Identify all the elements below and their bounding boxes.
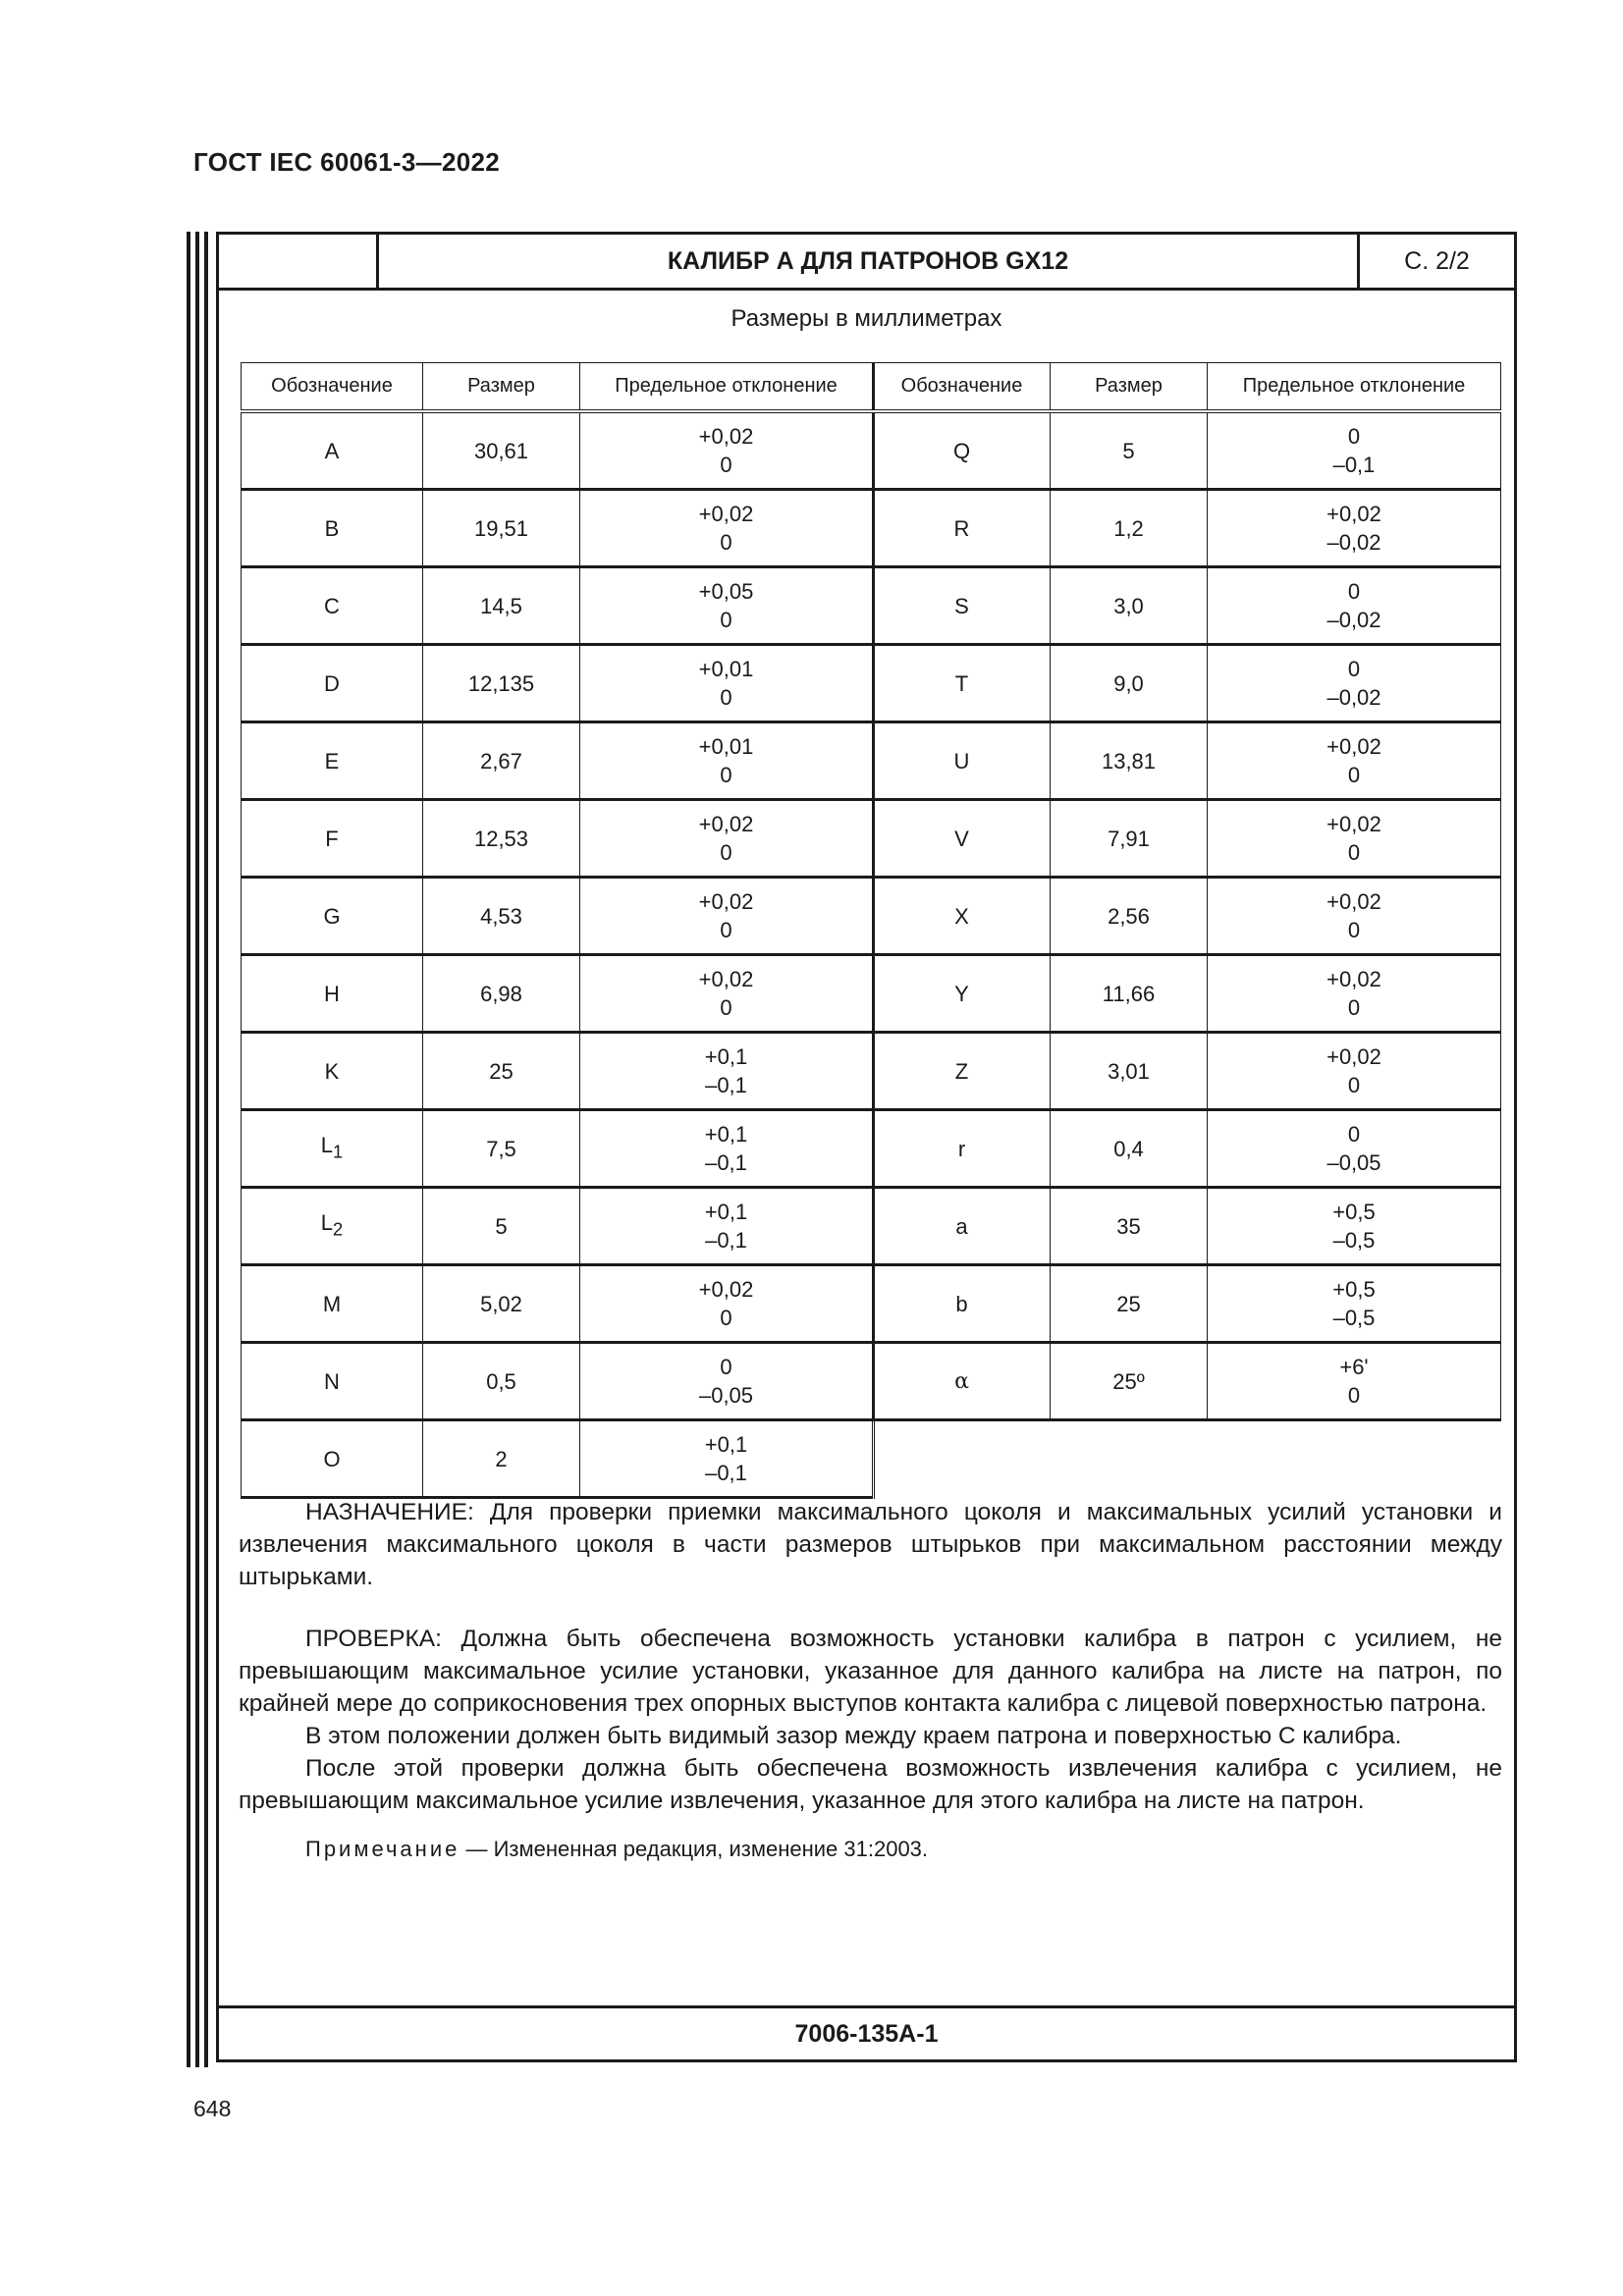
size-cell: 1,2 [1051,490,1208,567]
designation-cell [874,878,1051,955]
designation: L [320,1210,334,1236]
tolerance-upper: +0,02 [698,889,754,914]
table-row [242,800,874,878]
designation: C [324,593,340,618]
table-row [242,722,874,800]
size-cell: 2,56 [1051,878,1208,955]
size-cell: 6,98 [423,955,580,1033]
table-row [874,1343,1501,1420]
size-cell: 3,0 [1051,567,1208,645]
size-cell: 5,02 [423,1265,580,1343]
tolerance-upper: +0,1 [704,1200,748,1224]
tolerance-upper: +0,02 [698,502,754,526]
tolerance-lower: –0,1 [705,1073,747,1097]
tolerance-cell [1208,1110,1501,1188]
designation: E [324,748,340,774]
designation-cell [874,567,1051,645]
tolerance-lower: –0,1 [705,1150,747,1175]
designation-cell [874,800,1051,878]
table-row [874,645,1501,722]
size-cell: 9,0 [1051,645,1208,722]
designation-cell [242,1343,423,1420]
tolerance-cell [1208,878,1501,955]
tolerance-lower: 0 [1347,1073,1361,1097]
tolerance-lower: 0 [1347,1383,1361,1408]
tolerance-upper: +0,02 [698,967,754,991]
table-row [874,411,1501,490]
tolerance-upper: +0,02 [1326,1044,1381,1069]
tolerance-upper: +0,02 [1326,967,1381,991]
tolerance-cell [580,1420,874,1498]
table-row [874,567,1501,645]
tolerance-lower: –0,1 [705,1461,747,1485]
tolerance-lower: –0,02 [1326,608,1381,632]
tolerance-lower: –0,02 [1326,530,1381,555]
size-cell: 3,01 [1051,1033,1208,1110]
tolerance-lower: 0 [720,530,732,555]
tolerance-cell [1208,411,1501,490]
table-row [242,878,874,955]
removal-paragraph: После этой проверки должна быть обеспечена возможность извлечения калибра с усилием, не превышающим максимальное усилие извлечения, указанное для этого калибра на листе на патрон. [239,1755,1502,1814]
tolerance-upper: +0,01 [698,657,754,681]
designation: T [954,670,969,696]
dimensions-table-left [241,362,875,1499]
tolerance-lower: –0,1 [1332,453,1376,477]
tolerance-cell [580,1033,874,1110]
tolerance-cell [1208,722,1501,800]
tolerance-cell [1208,1188,1501,1265]
designation: R [953,515,970,541]
size-cell: 2,67 [423,722,580,800]
tolerance-cell [1208,567,1501,645]
units-caption: Размеры в миллиметрах [730,305,1002,332]
tolerance-lower: –0,5 [1332,1228,1376,1253]
size-cell: 11,66 [1051,955,1208,1033]
tolerance-upper: +0,1 [704,1044,748,1069]
tolerance-cell [1208,955,1501,1033]
size-cell: 12,135 [423,645,580,722]
tolerance-cell [580,1188,874,1265]
designation: D [324,670,340,696]
title-row [219,235,1514,291]
designation: Q [952,438,971,463]
designation: L [320,1133,334,1158]
designation: U [953,748,970,774]
note-text: — Измененная редакция, изменение 31:2003. [460,1837,929,1861]
tolerance-cell [1208,1265,1501,1343]
tolerance-cell [1208,490,1501,567]
size-cell: 13,81 [1051,722,1208,800]
table-row [242,411,874,490]
designation-cell [242,1110,423,1188]
designation: K [324,1058,340,1084]
tolerance-upper: +0,1 [704,1432,748,1457]
designation-cell [874,722,1051,800]
designation-cell [874,645,1051,722]
tolerance-cell [580,490,874,567]
tolerance-lower: 0 [1347,995,1361,1020]
tolerance-upper: +0,02 [698,1277,754,1302]
table-row [874,1188,1501,1265]
designation-subscript: 2 [333,1218,344,1240]
tolerance-lower: –0,5 [1332,1306,1376,1330]
table-row [242,1110,874,1188]
designation: O [323,1446,341,1471]
designation-cell [874,411,1051,490]
tolerance-upper: 0 [1347,579,1361,604]
table-row [242,1188,874,1265]
tolerance-cell [580,645,874,722]
note-label: Примечание [305,1837,460,1861]
size-cell: 2 [423,1420,580,1498]
column-header: Обозначение [874,363,1051,412]
tolerance-lower: 0 [1347,840,1361,865]
tolerance-upper: 0 [720,1355,732,1379]
sheet-title: КАЛИБР А ДЛЯ ПАТРОНОВ GX12 [667,246,1069,275]
tolerance-upper: +0,02 [698,812,754,836]
designation-cell [874,1110,1051,1188]
tolerance-cell [1208,1033,1501,1110]
tolerance-lower: 0 [720,685,732,710]
purpose-paragraph: НАЗНАЧЕНИЕ: Для проверки приемки максимального цоколя и максимальных усилий установки и извлечения максимального цоколя в части размеров штырьков при максимальном расстоянии между штырьками. [239,1499,1502,1590]
tolerance-upper: +0,02 [1326,812,1381,836]
tolerance-lower: –0,05 [698,1383,754,1408]
tolerance-lower: –0,02 [1326,685,1381,710]
designation-cell [242,955,423,1033]
tolerance-lower: 0 [720,918,732,942]
designation-cell [874,1033,1051,1110]
tolerance-upper: 0 [1347,424,1361,449]
table-row [874,800,1501,878]
designation: B [324,515,340,541]
text-block [239,1496,1502,1865]
tolerance-cell [580,1343,874,1420]
designation: Y [954,981,969,1006]
designation: F [325,826,339,851]
size-cell: 5 [1051,411,1208,490]
tolerance-upper: +0,02 [1326,734,1381,759]
tolerance-upper: 0 [1347,1122,1361,1147]
designation: Z [954,1058,969,1084]
designation-cell [874,490,1051,567]
table-row [242,1343,874,1420]
document-header: ГОСТ IEC 60061-3—2022 [193,147,500,177]
designation: r [957,1136,966,1161]
table-row [874,955,1501,1033]
designation: V [954,826,969,851]
size-cell: 35 [1051,1188,1208,1265]
designation: A [324,438,340,463]
margin-bars [187,232,210,2067]
designation: H [324,981,340,1006]
designation: X [954,903,969,929]
designation: G [323,903,341,929]
size-cell: 4,53 [423,878,580,955]
tolerance-cell [580,1110,874,1188]
tolerance-cell [1208,800,1501,878]
tolerance-lower: 0 [1347,918,1361,942]
tolerance-cell [580,800,874,878]
position-paragraph: В этом положении должен быть видимый зазор между краем патрона и поверхностью С калибра. [305,1723,1402,1749]
column-header: Размер [423,363,580,412]
size-cell: 5 [423,1188,580,1265]
sheet-code: 7006-135А-1 [219,2005,1514,2059]
tolerance-upper: +0,02 [698,424,754,449]
designation-cell [242,567,423,645]
column-header: Предельное отклонение [1208,363,1501,412]
table-row [874,722,1501,800]
tolerance-upper: +0,5 [1332,1277,1376,1302]
tolerance-lower: 0 [720,840,732,865]
sheet-page: С. 2/2 [1357,235,1514,288]
tolerance-lower: 0 [1347,763,1361,787]
column-header: Размер [1051,363,1208,412]
size-cell: 14,5 [423,567,580,645]
size-cell: 30,61 [423,411,580,490]
table-row [242,567,874,645]
designation-cell [242,1265,423,1343]
designation-cell [242,490,423,567]
size-cell: 12,53 [423,800,580,878]
designation: a [955,1213,968,1239]
size-cell: 7,5 [423,1110,580,1188]
designation-cell [242,411,423,490]
table-row [242,1420,874,1498]
designation-cell [874,1343,1051,1420]
table-row [874,1033,1501,1110]
tolerance-upper: +0,5 [1332,1200,1376,1224]
tolerance-lower: 0 [720,763,732,787]
size-cell: 19,51 [423,490,580,567]
designation-cell [242,1188,423,1265]
designation: b [955,1291,968,1316]
size-cell: 25 [423,1033,580,1110]
table-row [242,1265,874,1343]
tolerance-lower: 0 [720,453,732,477]
table-row [242,1033,874,1110]
check-paragraph: ПРОВЕРКА: Должна быть обеспечена возможность установки калибра в патрон с усилием, не превышающим максимальное усилие установки, указанное для данного калибра на листе на патрон, по крайней мере до соприкосновения трех опорных выступов контакта калибра с лицевой поверхностью патрона. [239,1626,1502,1717]
page-number: 648 [193,2096,232,2121]
tolerance-lower: 0 [720,995,732,1020]
column-header: Обозначение [242,363,423,412]
note-paragraph [239,1833,1502,1865]
tolerance-lower: –0,1 [705,1228,747,1253]
designation-subscript: 1 [333,1141,344,1162]
designation-cell [874,1265,1051,1343]
table-row [874,1110,1501,1188]
designation-cell [242,1033,423,1110]
tolerance-upper: +0,1 [704,1122,748,1147]
tolerance-cell [580,1265,874,1343]
table-row [874,878,1501,955]
size-cell: 25 [1051,1265,1208,1343]
table-row [874,1265,1501,1343]
designation: N [324,1368,340,1394]
tolerance-cell [580,411,874,490]
size-cell: 7,91 [1051,800,1208,878]
designation-cell [242,800,423,878]
table-row [242,955,874,1033]
size-cell: 25º [1051,1343,1208,1420]
table-row [874,490,1501,567]
tolerance-cell [1208,645,1501,722]
dimensions-table-right [873,362,1501,1421]
tolerance-cell [580,878,874,955]
table-row [242,490,874,567]
designation: α [954,1369,969,1394]
column-header: Предельное отклонение [580,363,874,412]
tolerance-upper: +0,02 [1326,889,1381,914]
gauge-sheet-frame [216,232,1517,2062]
designation-cell [242,878,423,955]
tolerance-lower: 0 [720,1306,732,1330]
tolerance-cell [1208,1343,1501,1420]
tolerance-cell [580,722,874,800]
designation-cell [874,1188,1051,1265]
designation: M [322,1291,342,1316]
tolerance-cell [580,567,874,645]
size-cell: 0,4 [1051,1110,1208,1188]
tolerance-upper: +0,02 [1326,502,1381,526]
tolerance-upper: +0,01 [698,734,754,759]
designation: S [954,593,969,618]
tolerance-lower: –0,05 [1326,1150,1381,1175]
designation-cell [242,645,423,722]
tolerance-upper: +0,05 [698,579,754,604]
designation-cell [874,955,1051,1033]
table-row [242,645,874,722]
tolerance-lower: 0 [720,608,732,632]
tolerance-upper: +6' [1339,1355,1369,1379]
size-cell: 0,5 [423,1343,580,1420]
tolerance-upper: 0 [1347,657,1361,681]
designation-cell [242,722,423,800]
tolerance-cell [580,955,874,1033]
designation-cell [242,1420,423,1498]
